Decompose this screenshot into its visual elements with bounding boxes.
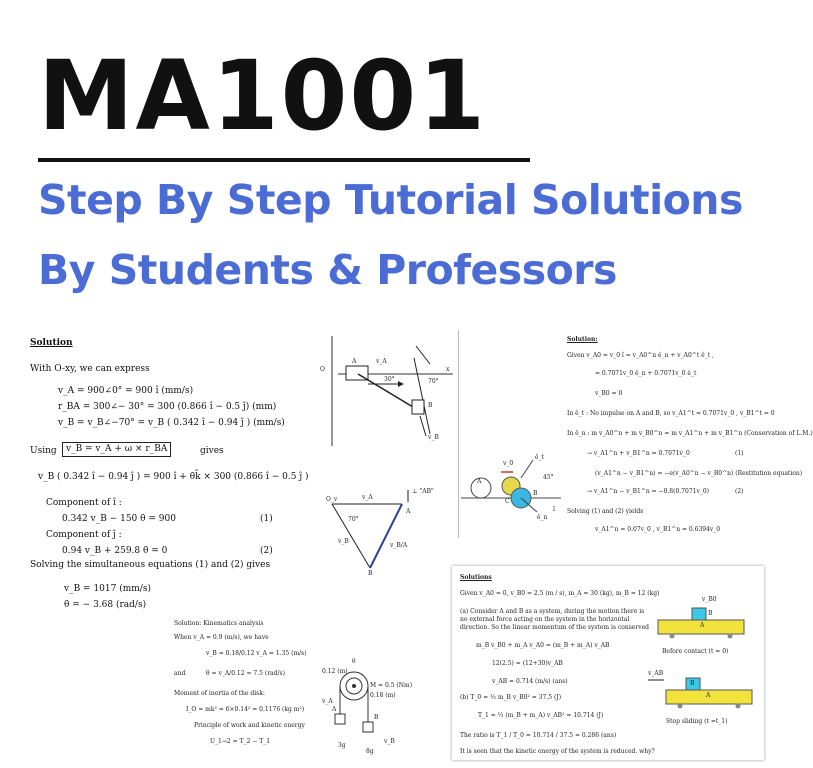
solution-line: T_1 = ½ (m_B + m_A) v_AB² = 10.714 (J) xyxy=(478,712,604,719)
solution-line: → v_A1^n − v_B1^n = −0.8(0.7071v_0) xyxy=(587,488,710,495)
wheel xyxy=(670,634,675,639)
label-30: 30° xyxy=(384,376,395,383)
label-o: O xyxy=(320,366,325,373)
label-et: ê_t xyxy=(535,454,544,461)
va-arrowhead xyxy=(398,381,404,387)
label-b: B xyxy=(374,714,379,721)
label-b: B xyxy=(533,490,538,497)
label-va: v_A xyxy=(322,698,333,705)
solution-line: m_B v_B0 + m_A v_A0 = (m_B + m_A) v_AB xyxy=(476,642,610,649)
label-en: ê_n xyxy=(537,514,548,521)
label-a: A xyxy=(352,358,357,365)
disk-center xyxy=(352,684,356,688)
solution-line: Given v_A0 = 0, v_B0 = 2.5 (m / s), m_A = 30 (kg), m_B = 12 (kg) xyxy=(460,590,660,597)
block-b-before xyxy=(692,608,706,620)
label-vb: v_B xyxy=(338,538,349,545)
solution-line: Component of ĵ : xyxy=(46,530,122,540)
solution-panel-left xyxy=(30,336,320,616)
equation-number: (1) xyxy=(260,514,273,524)
triangle-svg xyxy=(318,482,458,582)
solution-line: v_B = 1017 (mm/s) xyxy=(64,584,151,594)
slider-b xyxy=(412,400,424,414)
label-r-inner: 0.12 (m) xyxy=(322,668,348,675)
label-45: 45° xyxy=(543,474,554,481)
solution-line: v_A = 900∠0° = 900 î (mm/s) xyxy=(58,386,194,396)
solution-line: v_B ( 0.342 î − 0.94 ĵ ) = 900 î + θ̇k̂ × 300 (0.866 î − 0.5 ĵ ) xyxy=(38,472,309,482)
label-perp-ab: ⊥ "AB" xyxy=(412,488,434,495)
solution-line: Given v_A0 = v_0 î = v_A0^n ê_n + v_A0^t ê_t , xyxy=(567,352,714,359)
mechanism-diagram xyxy=(318,336,458,446)
vb-side xyxy=(332,504,370,568)
et-arrow xyxy=(521,460,533,478)
panel-heading: Solution: Kinematics analysis xyxy=(174,620,264,627)
solution-line: Solving the simultaneous equations (1) and (2) gives xyxy=(30,560,271,570)
solution-line: When v_A = 0.9 (m/s), we have xyxy=(174,634,269,641)
mass-b xyxy=(363,722,373,732)
caption-before-contact: Before contact (t = 0) xyxy=(662,648,729,655)
label-3g: 3g xyxy=(338,742,346,749)
label-x: x xyxy=(446,366,450,373)
label-va: v_A xyxy=(362,494,373,501)
solution-line: gives xyxy=(200,446,224,456)
solution-line: θ̇ = v_A/0.12 = 7.5 (rad/s) xyxy=(206,670,285,677)
label-theta: θ xyxy=(352,658,356,665)
label-a: A xyxy=(700,622,705,629)
solution-line: Principle of work and kinetic energy xyxy=(194,722,305,729)
solution-line: (a) Consider A and B as a system, during the motion there is xyxy=(460,608,645,615)
label-vab: v_AB xyxy=(648,670,664,677)
label-vb: v_B xyxy=(384,738,395,745)
label-70: 70° xyxy=(348,516,359,523)
equation-number: (1) xyxy=(735,450,744,457)
pulley-diagram xyxy=(318,658,418,758)
solution-line: Solving (1) and (2) yields xyxy=(567,508,644,515)
solution-line: v_AB = 0.714 (m/s) (ans) xyxy=(492,678,568,685)
label-a: A xyxy=(332,706,337,713)
label-ov: O_v xyxy=(326,496,338,503)
solution-line: 0.342 v_B − 150 θ̇ = 900 xyxy=(62,514,176,524)
label-b: B xyxy=(708,610,713,617)
wheel xyxy=(678,704,683,709)
solution-line: With O-xy, we can express xyxy=(30,364,150,374)
subtitle-line-1: Step By Step Tutorial Solutions xyxy=(38,176,743,224)
label-r-outer: 0.18 (m) xyxy=(370,692,396,699)
solution-line: (v_A1^n − v_B1^n) = −e(v_A0^n − v_B0^n) (Restitution equation) xyxy=(595,470,803,477)
wheel xyxy=(736,704,741,709)
velocity-triangle xyxy=(318,482,458,582)
panel-heading: Solution xyxy=(30,338,73,348)
panel-heading: Solutions xyxy=(460,574,492,581)
solution-line: r_BA = 300∠− 30° = 300 (0.866 î − 0.5 ĵ) (mm) xyxy=(58,402,277,412)
solution-line: v_B0 = 0 xyxy=(595,390,623,397)
solution-line: v_B = v_B∠−70° = v_B ( 0.342 î − 0.94 ĵ ) (mm/s) xyxy=(58,418,285,428)
solution-line: U_1→2 = T_2 − T_1 xyxy=(210,738,271,745)
title-underline xyxy=(38,158,530,162)
label-b: B xyxy=(690,680,695,687)
label-a: A xyxy=(406,508,411,515)
solution-line: 12(2.5) = (12+30)v_AB xyxy=(492,660,563,667)
label-moment: M = 0.5 (Nm) xyxy=(370,682,413,689)
boxed-equation: v_B = v_A + ω × r_BA xyxy=(62,442,171,457)
solution-line: In ê_n : m v_A0^n + m v_B0^n = m v_A1^n + m v_B1^n (Conservation of L.M.) xyxy=(567,430,813,437)
solution-panel-bottomright xyxy=(452,566,764,760)
panel-heading: Solution: xyxy=(567,336,598,343)
solution-line: Using xyxy=(30,446,57,456)
label-a: A xyxy=(706,692,711,699)
pin-support xyxy=(416,346,430,364)
subtitle-line-2: By Students & Professors xyxy=(38,246,617,294)
solution-line: In ê_t : No impulse on A and B, so v_A1^t = 0.7071v_0 , v_B1^t = 0 xyxy=(567,410,775,417)
mass-a xyxy=(335,714,345,724)
label-b: B xyxy=(368,570,373,577)
label-8g: 8g xyxy=(366,748,374,755)
label-c: C xyxy=(505,498,510,505)
solution-line: v_B = 0.18/0.12 v_A = 1.35 (m/s) xyxy=(206,650,307,657)
equation-number: (2) xyxy=(735,488,744,495)
solution-line: 0.94 v_B + 259.8 θ̇ = 0 xyxy=(62,546,168,556)
label-b: B xyxy=(428,402,433,409)
label-70: 70° xyxy=(428,378,439,385)
solution-line: no external force acting on the system in the horizontal xyxy=(460,616,630,623)
label-va: v_A xyxy=(376,358,387,365)
solution-line: I_O = mk² = 6×0.14² = 0.1176 (kg m²) xyxy=(186,706,305,713)
solution-panel-topright xyxy=(458,330,813,538)
label-v0: v_0 xyxy=(503,460,514,467)
equation-number: (2) xyxy=(260,546,273,556)
solution-line: = 0.7071v_0 ê_n + 0.7071v_0 ê_t xyxy=(595,370,697,377)
label-vb: v_B xyxy=(428,434,439,441)
vb-arrow xyxy=(420,416,426,436)
solution-line: Moment of inertia of the disk: xyxy=(174,690,265,697)
solution-line: The ratio is T_1 / T_0 = 10.714 / 37.5 = 0.286 (ans) xyxy=(460,732,617,739)
solution-line: θ̇ = − 3.68 (rad/s) xyxy=(64,600,147,610)
solution-line: Component of î : xyxy=(46,498,122,508)
label-vb0: v_B0 xyxy=(702,596,717,603)
page-title: MA1001 xyxy=(38,40,488,152)
solution-line: → v_A1^n + v_B1^n = 0.7071v_0 xyxy=(587,450,690,457)
mechanism-svg xyxy=(318,336,458,446)
solution-panel-bottomleft xyxy=(170,618,318,750)
vba-side xyxy=(370,504,402,568)
wheel xyxy=(728,634,733,639)
caption-stop-sliding: Stop sliding (t =t_1) xyxy=(666,718,728,725)
label-vba: v_B/A xyxy=(390,542,408,549)
label-i: î xyxy=(553,506,555,513)
solution-line: and xyxy=(174,670,186,677)
solution-line: It is seen that the kinetic energy of the system is reduced. why? xyxy=(460,748,655,755)
solution-line: direction. So the linear momentum of the system is conserved xyxy=(460,624,650,631)
solution-line: (b) T_0 = ½ m_B v_B0² = 37.5 (J) xyxy=(460,694,562,701)
label-a: A xyxy=(477,478,482,485)
solution-line: v_A1^n = 0.07v_0 , v_B1^n = 0.6394v_0 xyxy=(595,526,721,533)
